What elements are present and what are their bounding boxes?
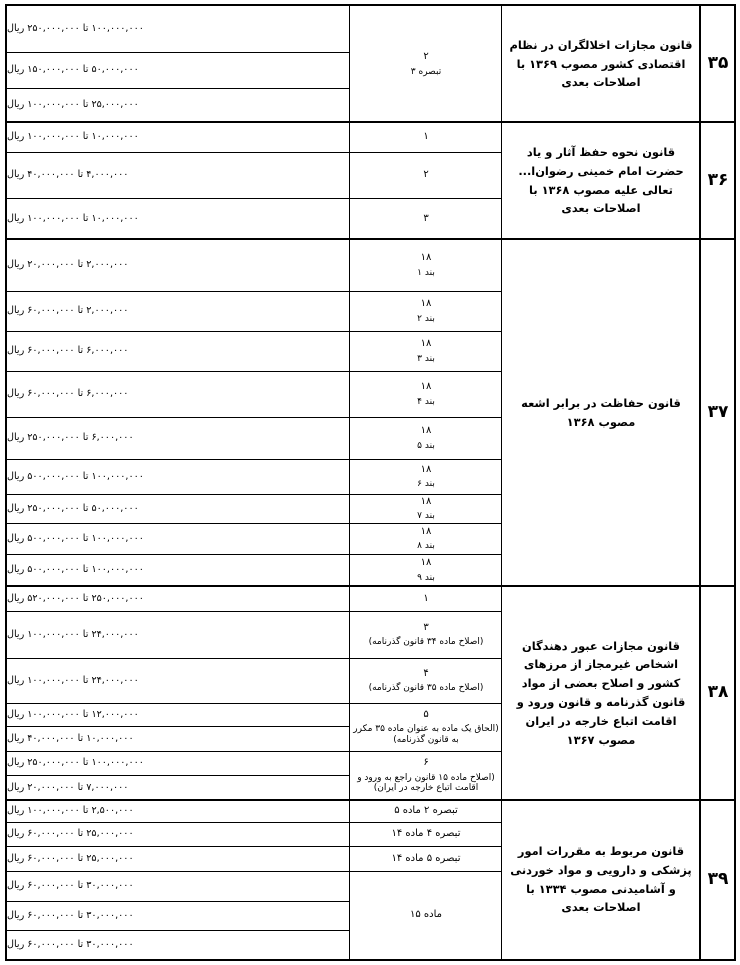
- cell-divider: [7, 703, 502, 704]
- penalty-cell: ۲۴,۰۰۰,۰۰۰ تا ۱۰۰,۰۰۰,۰۰۰ ریال: [7, 628, 139, 640]
- article-cell: [350, 822, 502, 846]
- penalty-cell: ۴,۰۰۰,۰۰۰ تا ۴۰,۰۰۰,۰۰۰ ریال: [7, 169, 129, 181]
- article-sub: تبصره ۳: [410, 66, 442, 77]
- penalty-cell: ۲۵,۰۰۰,۰۰۰ تا ۶۰,۰۰۰,۰۰۰ ریال: [7, 852, 134, 864]
- penalty-cell: ۱۰,۰۰۰,۰۰۰ تا ۴۰,۰۰۰,۰۰۰ ریال: [7, 732, 134, 744]
- article-sub: (الحاق یک ماده به عنوان ماده ۳۵ مکرر به قانون گذرنامه): [353, 724, 499, 745]
- article-cell: [350, 291, 502, 331]
- penalty-cell: ۳۰,۰۰۰,۰۰۰ تا ۶۰,۰۰۰,۰۰۰ ریال: [7, 938, 134, 950]
- article-label: ۳: [423, 212, 429, 224]
- penalty-cell: ۷,۰۰۰,۰۰۰ تا ۲۰,۰۰۰,۰۰۰ ریال: [7, 781, 129, 793]
- row-number: ۳۸: [707, 682, 729, 703]
- penalty-cell: ۱۰۰,۰۰۰,۰۰۰ تا ۵۰۰,۰۰۰,۰۰۰ ریال: [7, 532, 144, 544]
- cell-divider: [7, 726, 350, 727]
- article-cell: [350, 198, 502, 239]
- row-divider: [7, 121, 736, 123]
- cell-divider: [7, 88, 350, 89]
- article-label: ۲: [423, 51, 429, 63]
- penalty-cell: ۱۰۰,۰۰۰,۰۰۰ تا ۲۵۰,۰۰۰,۰۰۰ ریال: [7, 757, 144, 769]
- law-title: قانون حفاظت در برابر اشعه مصوب ۱۳۶۸: [521, 395, 681, 429]
- penalty-table: [5, 4, 736, 961]
- penalty-cell: ۵۰,۰۰۰,۰۰۰ تا ۲۵۰,۰۰۰,۰۰۰ ریال: [7, 502, 139, 514]
- article-label: ۲: [423, 169, 429, 181]
- cell-divider: [7, 523, 502, 524]
- row-divider: [7, 585, 736, 587]
- article-label: ۶: [423, 757, 429, 769]
- cell-divider: [7, 291, 502, 292]
- article-label: تبصره ۲ ماده ۵: [394, 805, 458, 817]
- penalty-cell: ۱۰,۰۰۰,۰۰۰ تا ۱۰۰,۰۰۰,۰۰۰ ریال: [7, 131, 139, 143]
- article-label: ۱۸: [420, 338, 432, 350]
- article-sub: بند ۸: [417, 541, 435, 552]
- penalty-cell: ۲۵۰,۰۰۰,۰۰۰ تا ۵۲۰,۰۰۰,۰۰۰ ریال: [7, 592, 144, 604]
- article-cell: [350, 239, 502, 291]
- article-label: ۱: [423, 131, 429, 143]
- article-label: ۵: [423, 708, 429, 720]
- law-title: قانون مجازات اخلالگران در نظام اقتصادی کشور مصوب ۱۳۶۹ با اصلاحات بعدی: [509, 37, 693, 90]
- article-sub: (اصلاح ماده ۳۵ قانون گذرنامه): [368, 683, 484, 694]
- article-label: تبصره ۵ ماده ۱۴: [391, 852, 461, 864]
- article-cell: [350, 371, 502, 417]
- cell-divider: [7, 554, 502, 555]
- article-label: ۱۸: [420, 381, 432, 393]
- article-sub: بند ۲: [417, 313, 435, 324]
- article-label: ۳: [423, 621, 429, 633]
- article-label: تبصره ۴ ماده ۱۴: [391, 828, 461, 840]
- penalty-cell: ۵۰,۰۰۰,۰۰۰ تا ۱۵۰,۰۰۰,۰۰۰ ریال: [7, 64, 139, 76]
- penalty-cell: ۳۰,۰۰۰,۰۰۰ تا ۶۰,۰۰۰,۰۰۰ ریال: [7, 909, 134, 921]
- cell-divider: [7, 459, 502, 460]
- article-sub: (اصلاح ماده ۳۴ قانون گذرنامه): [368, 637, 484, 648]
- penalty-cell: ۲,۰۰۰,۰۰۰ تا ۶۰,۰۰۰,۰۰۰ ریال: [7, 305, 129, 317]
- cell-divider: [7, 331, 502, 332]
- penalty-cell: ۶,۰۰۰,۰۰۰ تا ۶۰,۰۰۰,۰۰۰ ریال: [7, 388, 129, 400]
- article-cell: [350, 523, 502, 554]
- penalty-cell: ۱۰,۰۰۰,۰۰۰ تا ۱۰۰,۰۰۰,۰۰۰ ریال: [7, 212, 139, 224]
- article-label: ۱۸: [420, 557, 432, 569]
- column-divider: [699, 6, 701, 959]
- article-label: ۱۸: [420, 298, 432, 310]
- cell-divider: [7, 611, 502, 612]
- article-label: ۱۸: [420, 525, 432, 537]
- article-sub: بند ۷: [417, 511, 435, 522]
- row-number: ۳۷: [707, 401, 729, 422]
- article-cell: [350, 658, 502, 703]
- penalty-cell: ۲۴,۰۰۰,۰۰۰ تا ۱۰۰,۰۰۰,۰۰۰ ریال: [7, 674, 139, 686]
- article-cell: [350, 554, 502, 586]
- cell-divider: [7, 930, 350, 931]
- article-cell: [350, 6, 502, 122]
- article-sub: بند ۳: [417, 353, 435, 364]
- article-sub: بند ۱: [417, 267, 435, 278]
- penalty-cell: ۲۵,۰۰۰,۰۰۰ تا ۶۰,۰۰۰,۰۰۰ ریال: [7, 828, 134, 840]
- article-label: ۴: [423, 667, 429, 679]
- cell-divider: [7, 846, 502, 847]
- row-number: ۳۶: [707, 169, 729, 190]
- cell-divider: [7, 417, 502, 418]
- article-cell: [350, 152, 502, 198]
- penalty-cell: ۱۲,۰۰۰,۰۰۰ تا ۱۰۰,۰۰۰,۰۰۰ ریال: [7, 708, 139, 720]
- article-cell: [350, 871, 502, 959]
- column-divider: [349, 6, 350, 959]
- article-cell: [350, 494, 502, 523]
- article-label: ۱۸: [420, 425, 432, 437]
- cell-divider: [7, 775, 350, 776]
- penalty-cell: ۱۰۰,۰۰۰,۰۰۰ تا ۲۵۰,۰۰۰,۰۰۰ ریال: [7, 23, 144, 35]
- article-label: ماده ۱۵: [409, 909, 443, 921]
- cell-divider: [7, 901, 350, 902]
- article-cell: [350, 703, 502, 751]
- article-sub: بند ۶: [417, 479, 435, 490]
- row-divider: [7, 799, 736, 801]
- article-cell: [350, 611, 502, 658]
- row-number: ۳۵: [707, 53, 729, 74]
- article-sub: بند ۹: [417, 572, 435, 583]
- column-divider: [501, 6, 502, 959]
- penalty-cell: ۱۰۰,۰۰۰,۰۰۰ تا ۵۰۰,۰۰۰,۰۰۰ ریال: [7, 470, 144, 482]
- law-title: قانون مجازات عبور دهندگان اشخاص غیرمجاز از مرزهای کشور و اصلاح بعضی از مواد قانون گذرنامه و قانون ورود و اقامت اتباع خارجه در ایران مصوب ۱۳۶۷: [516, 638, 686, 747]
- article-label: ۱۸: [420, 252, 432, 264]
- article-cell: [350, 417, 502, 459]
- cell-divider: [7, 871, 502, 872]
- penalty-cell: ۱۰۰,۰۰۰,۰۰۰ تا ۵۰۰,۰۰۰,۰۰۰ ریال: [7, 564, 144, 576]
- cell-divider: [7, 152, 502, 153]
- cell-divider: [7, 751, 502, 752]
- penalty-cell: ۲,۰۰۰,۰۰۰ تا ۲۰,۰۰۰,۰۰۰ ریال: [7, 259, 129, 271]
- row-number: ۳۹: [707, 868, 729, 889]
- article-cell: [350, 751, 502, 800]
- article-sub: بند ۴: [417, 396, 435, 407]
- article-sub: (اصلاح ماده ۱۵ قانون راجع به ورود و اقامت اتباع خارجه در ایران): [357, 772, 495, 794]
- penalty-cell: ۶,۰۰۰,۰۰۰ تا ۶۰,۰۰۰,۰۰۰ ریال: [7, 345, 129, 357]
- article-cell: [350, 586, 502, 611]
- article-sub: بند ۵: [417, 440, 435, 451]
- cell-divider: [7, 822, 502, 823]
- row-divider: [7, 238, 736, 240]
- article-cell: [350, 331, 502, 371]
- article-label: ۱: [423, 592, 429, 604]
- article-label: ۱۸: [420, 495, 432, 507]
- article-cell: [350, 846, 502, 871]
- cell-divider: [7, 494, 502, 495]
- article-cell: [350, 122, 502, 152]
- cell-divider: [7, 198, 502, 199]
- penalty-cell: ۳۰,۰۰۰,۰۰۰ تا ۶۰,۰۰۰,۰۰۰ ریال: [7, 880, 134, 892]
- cell-divider: [7, 52, 350, 53]
- cell-divider: [7, 658, 502, 659]
- law-title: قانون نحوه حفظ آثار و یاد حضرت امام خمینی رضوان‌ا... تعالی علیه مصوب ۱۳۶۸ با اصلاحات بعدی: [518, 144, 684, 216]
- article-cell: [350, 800, 502, 822]
- cell-divider: [7, 371, 502, 372]
- penalty-cell: ۶,۰۰۰,۰۰۰ تا ۲۵۰,۰۰۰,۰۰۰ ریال: [7, 432, 134, 444]
- article-label: ۱۸: [420, 463, 432, 475]
- article-cell: [350, 459, 502, 494]
- penalty-cell: ۲,۵۰۰,۰۰۰ تا ۱۰۰,۰۰۰,۰۰۰ ریال: [7, 805, 134, 817]
- law-title: قانون مربوط به مقررات امور پزشکی و دارویی و مواد خوردنی و آشامیدنی مصوب ۱۳۳۴ با اصلاحات بعدی: [510, 843, 692, 915]
- penalty-cell: ۲۵,۰۰۰,۰۰۰ تا ۱۰۰,۰۰۰,۰۰۰ ریال: [7, 99, 139, 111]
